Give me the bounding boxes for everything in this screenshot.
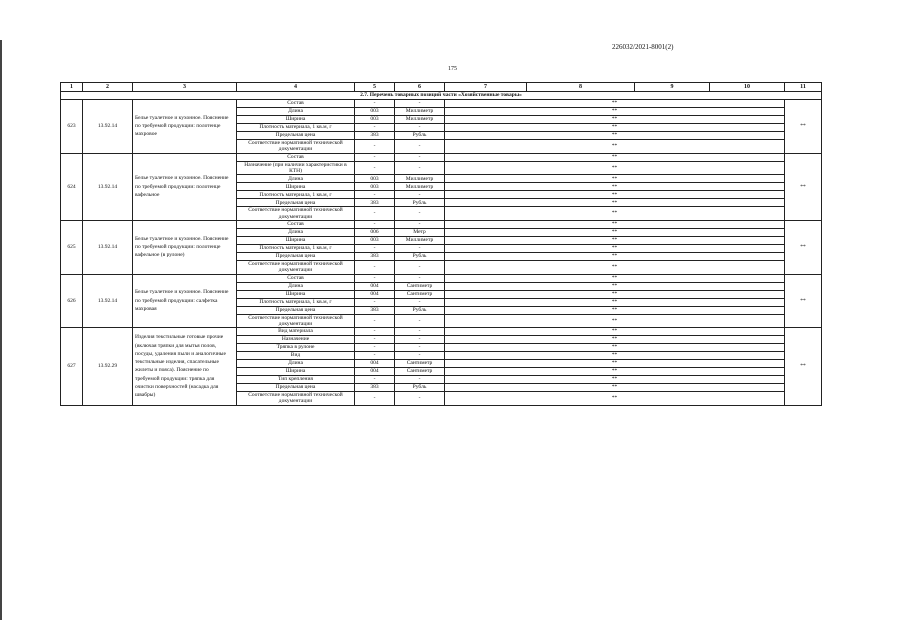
section-title-row	[61, 92, 822, 100]
characteristic-value: **	[445, 100, 785, 108]
characteristic-name: Состав	[237, 274, 355, 282]
characteristic-value: **	[445, 220, 785, 228]
unit-code: -	[355, 336, 395, 344]
characteristic-name: Плотность материала, 1 кв.м, г	[237, 244, 355, 252]
okpd-code: 13.92.14	[83, 153, 133, 220]
characteristic-value: **	[445, 274, 785, 282]
unit-code: 003	[355, 116, 395, 124]
unit-name: -	[395, 376, 445, 384]
unit-name: Миллиметр	[395, 183, 445, 191]
item-number: 623	[61, 100, 83, 154]
characteristic-value: **	[445, 260, 785, 274]
unit-code: 383	[355, 252, 395, 260]
scan-edge-mark	[0, 40, 2, 620]
unit-code: -	[355, 376, 395, 384]
characteristic-name: Состав	[237, 220, 355, 228]
unit-name: -	[395, 336, 445, 344]
characteristic-value: **	[445, 244, 785, 252]
unit-name: -	[395, 220, 445, 228]
characteristic-value: **	[445, 306, 785, 314]
column-number-10: 10	[710, 83, 785, 92]
unit-code: -	[355, 191, 395, 199]
unit-code: -	[355, 244, 395, 252]
characteristic-name: Назначение (при наличии характеристики в КТН)	[237, 161, 355, 175]
characteristic-name: Соответствие нормативной технической документации	[237, 392, 355, 406]
column-number-11: 11	[785, 83, 822, 92]
table-row	[61, 153, 822, 161]
characteristic-value: **	[445, 352, 785, 360]
unit-code: -	[355, 392, 395, 406]
column-number-6: 6	[395, 83, 445, 92]
item-name: Белье туалетное и кухонное. Пояснение по требуемой продукции: полотенце махровое	[133, 100, 237, 154]
characteristic-name: Вид	[237, 352, 355, 360]
table-row	[61, 100, 822, 108]
unit-code: -	[355, 100, 395, 108]
unit-code: 004	[355, 282, 395, 290]
column-number-9: 9	[635, 83, 710, 92]
characteristic-value: **	[445, 161, 785, 175]
item-number: 625	[61, 220, 83, 274]
unit-name: Рубль	[395, 132, 445, 140]
unit-name: Рубль	[395, 199, 445, 207]
item-name: Белье туалетное и кухонное. Пояснение по требуемой продукции: полотенце вафельное	[133, 153, 237, 220]
goods-table	[60, 82, 822, 406]
characteristic-value: **	[445, 344, 785, 352]
unit-name: -	[395, 161, 445, 175]
column-number-5: 5	[355, 83, 395, 92]
okpd-code: 13.92.29	[83, 328, 133, 406]
unit-code: 383	[355, 132, 395, 140]
characteristic-value: **	[445, 298, 785, 306]
unit-code: -	[355, 124, 395, 132]
characteristic-name: Длина	[237, 228, 355, 236]
unit-name: -	[395, 314, 445, 328]
item-name: Изделия текстильные готовые прочие (включая тряпки для мытья полов, посуды, удаления пыли и аналогичные текстильные изделия, спасательные жилеты и пояса). Пояснение по требуемой продукции: тряпка для очистки поверхностей (насадка для швабры)	[133, 328, 237, 406]
unit-name: Сантиметр	[395, 282, 445, 290]
unit-name: -	[395, 191, 445, 199]
characteristic-name: Плотность материала, 1 кв.м, г	[237, 124, 355, 132]
characteristic-value: **	[445, 328, 785, 336]
characteristic-name: Соответствие нормативной технической документации	[237, 260, 355, 274]
unit-name: Сантиметр	[395, 290, 445, 298]
column-number-4: 4	[237, 83, 355, 92]
characteristic-name: Плотность материала, 1 кв.м, г	[237, 298, 355, 306]
unit-name: -	[395, 274, 445, 282]
characteristic-value: **	[445, 132, 785, 140]
characteristic-value: **	[445, 282, 785, 290]
characteristic-name: Ширина	[237, 368, 355, 376]
unit-name: Миллиметр	[395, 116, 445, 124]
unit-code: 003	[355, 175, 395, 183]
unit-name: Рубль	[395, 306, 445, 314]
unit-name: Сантиметр	[395, 368, 445, 376]
unit-code: 383	[355, 306, 395, 314]
unit-name: -	[395, 328, 445, 336]
item-price-note: **	[785, 153, 822, 220]
unit-code: -	[355, 352, 395, 360]
characteristic-name: Плотность материала, 1 кв.м, г	[237, 191, 355, 199]
characteristic-value: **	[445, 236, 785, 244]
characteristic-value: **	[445, 191, 785, 199]
unit-code: 003	[355, 236, 395, 244]
unit-name: -	[395, 344, 445, 352]
unit-name: -	[395, 392, 445, 406]
unit-code: 383	[355, 384, 395, 392]
unit-name: Миллиметр	[395, 236, 445, 244]
item-number: 627	[61, 328, 83, 406]
characteristic-name: Предельная цена	[237, 384, 355, 392]
document-number: 226032/2021-8001(2)	[612, 43, 674, 51]
characteristic-value: **	[445, 290, 785, 298]
unit-code: 003	[355, 108, 395, 116]
unit-code: -	[355, 220, 395, 228]
table-row	[61, 274, 822, 282]
unit-name: Сантиметр	[395, 360, 445, 368]
unit-code: -	[355, 314, 395, 328]
item-name: Белье туалетное и кухонное. Пояснение по требуемой продукции: полотенце вафельное (в рулоне)	[133, 220, 237, 274]
characteristic-name: Вид материала	[237, 328, 355, 336]
characteristic-value: **	[445, 384, 785, 392]
characteristic-name: Ширина	[237, 183, 355, 191]
unit-code: 004	[355, 290, 395, 298]
item-price-note: **	[785, 100, 822, 154]
unit-name: -	[395, 207, 445, 221]
characteristic-value: **	[445, 199, 785, 207]
characteristic-value: **	[445, 228, 785, 236]
column-number-7: 7	[445, 83, 527, 92]
characteristic-name: Длина	[237, 175, 355, 183]
unit-code: -	[355, 161, 395, 175]
characteristic-value: **	[445, 376, 785, 384]
unit-code: -	[355, 207, 395, 221]
unit-code: 004	[355, 360, 395, 368]
item-price-note: **	[785, 328, 822, 406]
characteristic-name: Предельная цена	[237, 199, 355, 207]
characteristic-name: Предельная цена	[237, 252, 355, 260]
characteristic-name: Длина	[237, 108, 355, 116]
unit-name: Миллиметр	[395, 175, 445, 183]
characteristic-name: Тряпка в рулоне	[237, 344, 355, 352]
unit-name: -	[395, 124, 445, 132]
characteristic-value: **	[445, 314, 785, 328]
characteristic-name: Соответствие нормативной технической документации	[237, 140, 355, 154]
characteristic-value: **	[445, 360, 785, 368]
unit-code: -	[355, 274, 395, 282]
unit-code: 383	[355, 199, 395, 207]
characteristic-value: **	[445, 153, 785, 161]
characteristic-value: **	[445, 336, 785, 344]
item-name: Белье туалетное и кухонное. Пояснение по требуемой продукции: салфетка махровая	[133, 274, 237, 328]
unit-name: -	[395, 260, 445, 274]
characteristic-name: Длина	[237, 282, 355, 290]
characteristic-value: **	[445, 108, 785, 116]
characteristic-name: Ширина	[237, 290, 355, 298]
characteristic-name: Состав	[237, 153, 355, 161]
unit-code: -	[355, 328, 395, 336]
characteristic-name: Состав	[237, 100, 355, 108]
characteristic-value: **	[445, 207, 785, 221]
unit-code: -	[355, 298, 395, 306]
section-title: 2.7. Перечень товарных позиций части «Хозяйственные товары»	[61, 92, 822, 100]
unit-code: -	[355, 344, 395, 352]
characteristic-name: Предельная цена	[237, 306, 355, 314]
characteristic-value: **	[445, 140, 785, 154]
okpd-code: 13.92.14	[83, 274, 133, 328]
characteristic-value: **	[445, 368, 785, 376]
column-number-2: 2	[83, 83, 133, 92]
characteristic-value: **	[445, 392, 785, 406]
unit-name: Рубль	[395, 384, 445, 392]
okpd-code: 13.92.14	[83, 100, 133, 154]
characteristic-name: Длина	[237, 360, 355, 368]
item-number: 626	[61, 274, 83, 328]
unit-name: Миллиметр	[395, 108, 445, 116]
table-row	[61, 220, 822, 228]
table-row	[61, 328, 822, 336]
characteristic-value: **	[445, 124, 785, 132]
unit-name: -	[395, 140, 445, 154]
characteristic-name: Предельная цена	[237, 132, 355, 140]
unit-name: Метр	[395, 228, 445, 236]
column-number-row	[61, 83, 822, 92]
characteristic-name: Ширина	[237, 236, 355, 244]
characteristic-name: Ширина	[237, 116, 355, 124]
unit-name: -	[395, 153, 445, 161]
unit-code: -	[355, 140, 395, 154]
item-price-note: **	[785, 274, 822, 328]
characteristic-value: **	[445, 175, 785, 183]
column-number-3: 3	[133, 83, 237, 92]
unit-code: 003	[355, 183, 395, 191]
characteristic-name: Соответствие нормативной технической документации	[237, 207, 355, 221]
characteristic-value: **	[445, 183, 785, 191]
unit-name: -	[395, 244, 445, 252]
unit-name: Рубль	[395, 252, 445, 260]
characteristic-name: Соответствие нормативной технической документации	[237, 314, 355, 328]
characteristic-value: **	[445, 252, 785, 260]
characteristic-value: **	[445, 116, 785, 124]
unit-code: -	[355, 260, 395, 274]
column-number-8: 8	[527, 83, 635, 92]
column-number-1: 1	[61, 83, 83, 92]
characteristic-name: Тип крепления	[237, 376, 355, 384]
unit-name: -	[395, 100, 445, 108]
characteristic-name: Назначение	[237, 336, 355, 344]
item-number: 624	[61, 153, 83, 220]
page-number: 175	[448, 66, 457, 72]
unit-code: 006	[355, 228, 395, 236]
okpd-code: 13.92.14	[83, 220, 133, 274]
item-price-note: **	[785, 220, 822, 274]
unit-code: 004	[355, 368, 395, 376]
unit-code: -	[355, 153, 395, 161]
unit-name: -	[395, 298, 445, 306]
unit-name: -	[395, 352, 445, 360]
